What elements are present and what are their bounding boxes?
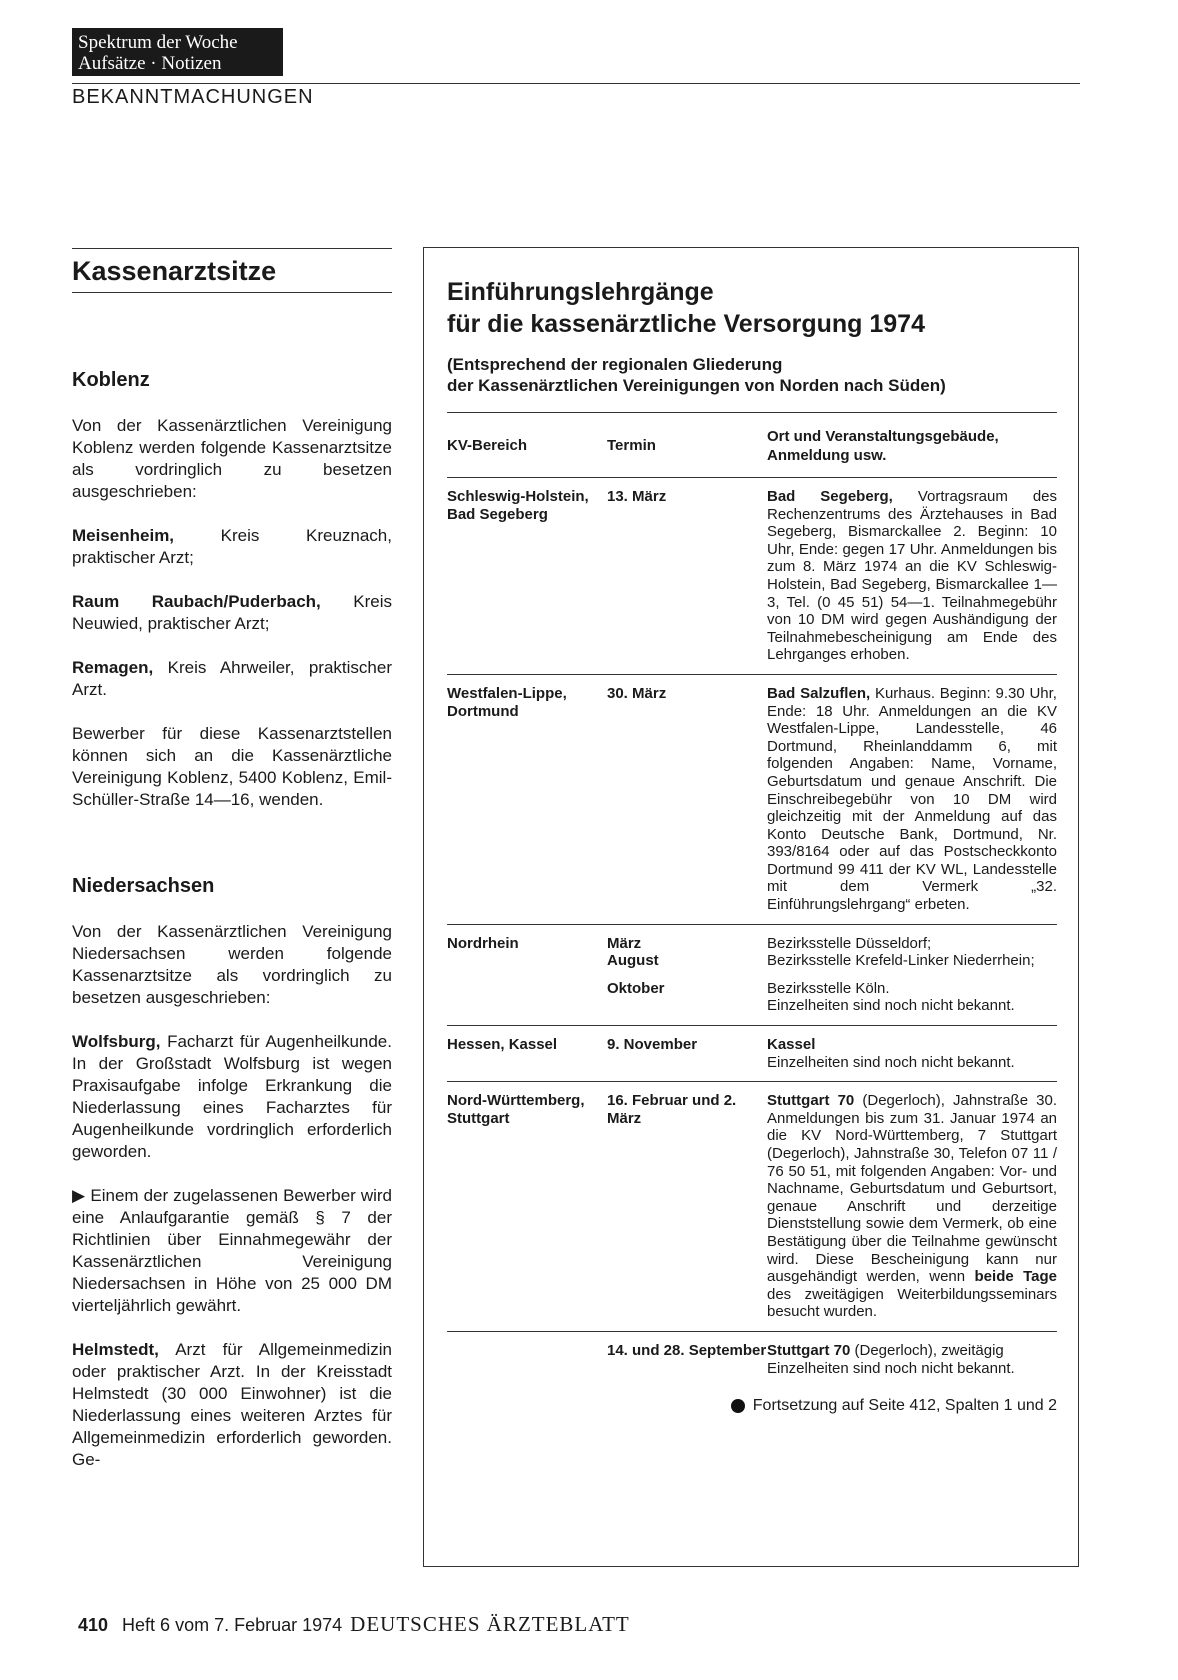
koblenz-intro: Von der Kassenärztlichen Vereinigung Koblenz werden folgende Kassenarztsitze als vordringlich zu besetzen ausgeschrieben: (72, 416, 392, 501)
table-row (447, 925, 1057, 980)
cell-termin: 13. März (607, 488, 667, 505)
table-row (447, 675, 1057, 924)
cell-ort: Stuttgart 70 (Degerloch), zweitägig Einzelheiten sind noch nicht bekannt. (767, 1341, 1015, 1377)
koblenz-outro: Bewerber für diese Kassenarztstellen können sich an die Kassenärztliche Vereinigung Koblenz, 5400 Koblenz, Emil-Schüller-Straße 14—16, wenden. (72, 724, 392, 809)
cell-termin: Oktober (607, 979, 665, 997)
page-footer (78, 1612, 630, 1637)
cell-ort: Bad Segeberg, Vortragsraum des Rechenzentrums des Ärztehauses in Bad Segeberg, Bismarckallee 2. Beginn: 10 Uhr, Ende: gegen 17 Uhr. Anmeldungen bis zum 8. März 1974 an die KV Schleswig-Holstein, Bad Segeberg, Bismarckallee 1—3, Tel. (0 45 51) 54—1. Teilnahmegebühr von 10 DM wird gegen Aushändigung der Teilnahmebescheinigung am Ende des Lehrganges erhoben. (767, 488, 1058, 664)
heading-koblenz: Koblenz (72, 369, 150, 391)
niedersachsen-entry-2: Helmstedt, Arzt für Allgemeinmedizin oder praktischer Arzt. In der Kreisstadt Helmstedt (30 000 Einwohner) ist die Niederlassung eines weiteren Arztes für Allgemeinmedizin erforderlich geworden. Ge- (72, 1340, 392, 1469)
cell-termin: 30. März (607, 684, 667, 702)
niedersachsen-intro: Von der Kassenärztlichen Vereinigung Niedersachsen werden folgende Kassenarztsitze als vordringlich zu besetzen ausgeschrieben: (72, 922, 392, 1007)
koblenz-entry-3: Remagen, Kreis Ahrweiler, praktischer Arzt. (72, 658, 392, 699)
header-termin: Termin (607, 437, 656, 454)
title-rule (72, 292, 392, 293)
box-subtitle-line1: (Entsprechend der regionalen Gliederung (447, 355, 783, 374)
footnote-text: Fortsetzung auf Seite 412, Spalten 1 und 2 (752, 1397, 1057, 1415)
header-ort: Ort und Veranstaltungsgebäude, Anmeldung usw. (767, 428, 999, 464)
section-title: BEKANNTMACHUNGEN (72, 86, 314, 108)
cell-kv-bereich: Nordrhein (447, 934, 519, 952)
section-label-line2: Aufsätze · Notizen (78, 53, 222, 74)
box-subtitle-line2: der Kassenärztlichen Vereinigungen von Norden nach Süden) (447, 376, 946, 395)
cell-ort: Bezirksstelle Düsseldorf; Bezirksstelle Krefeld-Linker Niederrhein; (767, 934, 1035, 970)
cell-ort: Bezirksstelle Köln. Einzelheiten sind noch nicht bekannt. (767, 979, 1015, 1015)
magazine-name: DEUTSCHES ÄRZTEBLATT (350, 1612, 630, 1636)
koblenz-entry-2: Raum Raubach/Puderbach, Kreis Neuwied, praktischer Arzt; (72, 592, 392, 633)
footnote (447, 1397, 1057, 1415)
table-header (447, 413, 1057, 477)
triangle-bullet-icon: ▶ (72, 1186, 91, 1205)
box-title-line1: Einführungslehrgänge (447, 278, 714, 306)
cell-kv-bereich: Westfalen-Lippe, Dortmund (447, 684, 567, 720)
cell-kv-bereich (447, 980, 607, 1015)
cell-termin: März August (607, 934, 659, 970)
niedersachsen-note: ▶ Einem der zugelassenen Bewerber wird eine Anlaufgarantie gemäß § 7 der Richtlinien über Einnahmegewähr der Kassenärztlichen Vereinigung Niedersachsen in Höhe von 25 000 DM vierteljährlich gewährt. (72, 1186, 392, 1315)
cell-termin: 14. und 28. September (607, 1341, 767, 1359)
section-label-line1: Spektrum der Woche (78, 32, 238, 53)
left-column (72, 248, 392, 1471)
bullet-dot-icon (731, 1399, 745, 1413)
cell-kv-bereich: Schleswig-Holstein, Bad Segeberg (447, 488, 589, 523)
table-row (447, 1026, 1057, 1081)
table-row (447, 1082, 1057, 1331)
heading-niedersachsen: Niedersachsen (72, 875, 215, 897)
cell-kv-bereich: Nord-Württemberg, Stuttgart (447, 1092, 585, 1127)
cell-ort: Bad Salzuflen, Kurhaus. Beginn: 9.30 Uhr, Ende: 18 Uhr. Anmeldungen an die KV Westfalen-Lippe, Landesstelle, 46 Dortmund, Rheinlanddamm 6, mit folgenden Angaben: Name, Vorname, Geburtsdatum und genaue Anschrift. Die Einschreibegebühr von 10 DM wird gleichzeitig mit der Anmeldung auf das Konto Deutsche Bank, Dortmund, Nr. 393/8164 oder auf das Postscheckkonto Dortmund 99 411 der KV WL, Landesstelle mit dem Vermerk „32. Einführungslehrgang“ erbeten. (767, 684, 1057, 914)
cell-kv-bereich: Hessen, Kassel (447, 1036, 558, 1054)
issue-info: Heft 6 vom 7. Februar 1974 (122, 1615, 343, 1635)
cell-termin: 16. Februar und 2. März (607, 1092, 737, 1127)
title-top-rule (72, 248, 392, 249)
header-rule (72, 83, 1080, 84)
cell-ort: Stuttgart 70 (Degerloch), Jahnstraße 30. Anmeldungen bis zum 31. Januar 1974 an die KV Nord-Württemberg, 7 Stuttgart (Degerloch), Jahnstraße 30, Telefon 07 11 / 76 50 51, mit folgenden Angaben: Vor- und Nachname, Geburtsdatum und Geburtsort, genaue Anschrift und derzeitige Dienststellung sowie dem Vermerk, ob eine Bestätigung über die Teilnahme gewünscht wird. Diese Bescheinigung kann nur ausgehändigt werden, wenn beide Tage des zweitägigen Weiterbildungsseminars besucht wurden. (767, 1092, 1058, 1321)
cell-ort: Kassel Einzelheiten sind noch nicht bekannt. (767, 1036, 1015, 1071)
page-number: 410 (78, 1615, 109, 1635)
koblenz-entry-1: Meisenheim, Kreis Kreuznach, praktischer Arzt; (72, 526, 392, 567)
article-title: Kassenarztsitze (72, 256, 277, 286)
cell-termin: 9. November (607, 1036, 698, 1054)
header-kv-bereich: KV-Bereich (447, 437, 528, 454)
table-row (447, 980, 1057, 1025)
courses-box (423, 247, 1079, 1567)
table-row (447, 478, 1057, 674)
table-row (447, 1332, 1057, 1387)
box-title-line2: für die kassenärztliche Versorgung 1974 (447, 310, 925, 338)
niedersachsen-entry-1: Wolfsburg, Facharzt für Augenheilkunde. In der Großstadt Wolfsburg ist wegen Praxisaufgabe infolge Erkrankung die Niederlassung eines Facharztes für Augenheilkunde vordringlich erforderlich geworden. (72, 1032, 392, 1161)
cell-kv-bereich (447, 1342, 607, 1377)
table-body (447, 478, 1057, 1387)
section-label-box (72, 28, 283, 76)
